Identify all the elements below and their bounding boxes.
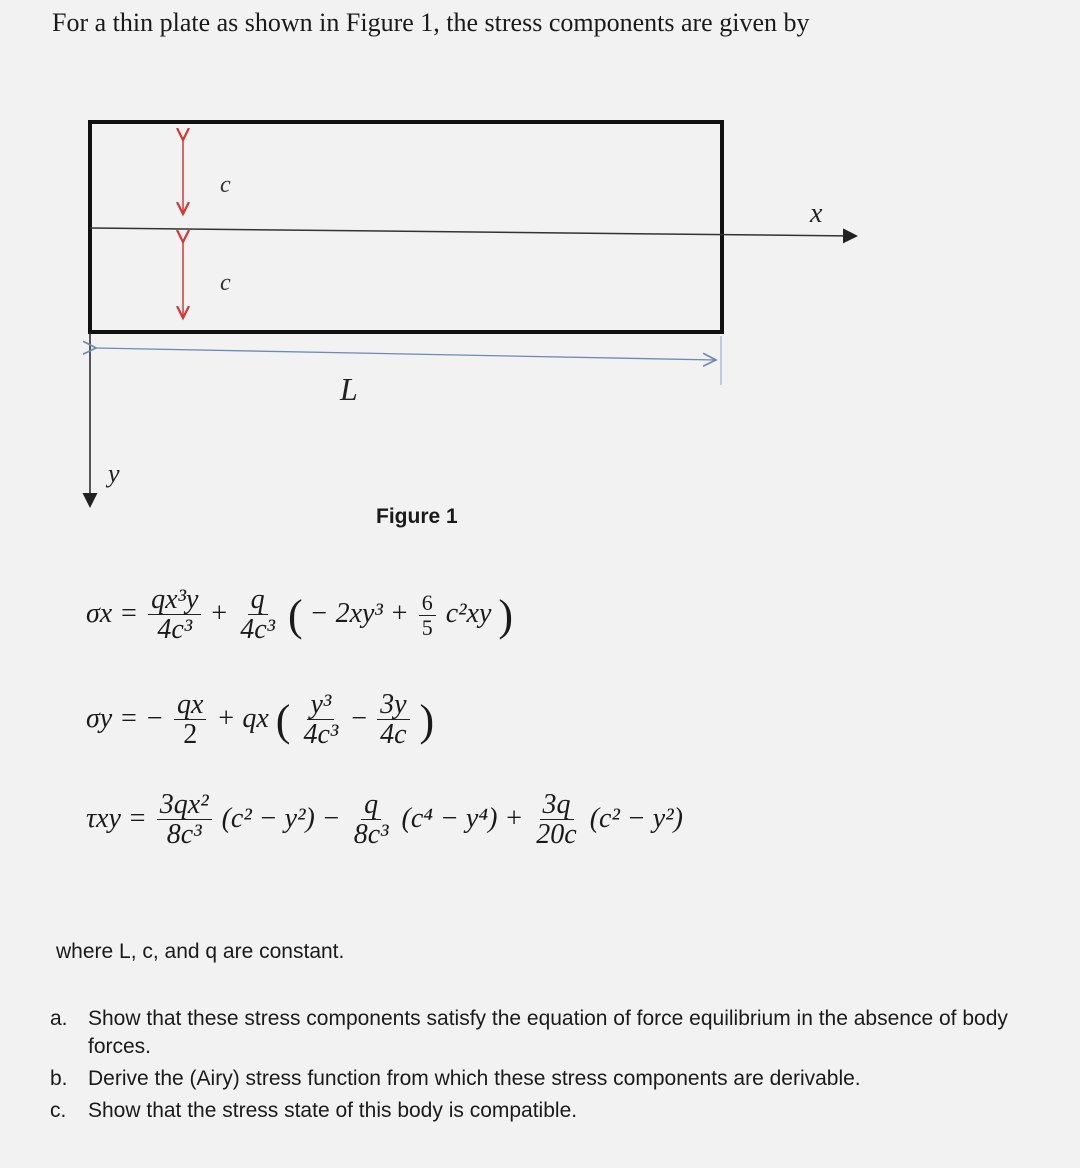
tau-xy-p3: (c² − y²) [589, 803, 683, 835]
sigma-y-lhs: σy = − [86, 703, 165, 735]
task-marker: a. [50, 1007, 68, 1030]
sigma-x-frac-den: 5 [421, 614, 433, 640]
problem-intro: For a thin plate as shown in Figure 1, the stress components are given by [52, 8, 810, 37]
tau-xy-term2-den: 8c³ [353, 819, 389, 851]
label-c-bottom: c [220, 270, 231, 296]
tau-xy-p1: (c² − y²) − [221, 803, 341, 835]
sigma-y-a-num: y³ [307, 690, 334, 720]
tau-xy-term1 [157, 790, 212, 851]
task-item-a [50, 1005, 1060, 1061]
sigma-y-minus: − [351, 703, 368, 735]
task-marker: b. [50, 1067, 68, 1090]
tau-xy-p2: (c⁴ − y⁴) + [401, 803, 524, 835]
label-length: L [340, 371, 358, 407]
task-item-c [50, 1097, 1060, 1125]
sigma-x-term2 [237, 585, 278, 646]
task-list [50, 1005, 1060, 1129]
sigma-y-term1 [174, 690, 206, 751]
task-text: Show that these stress components satisfy the equation of force equilibrium in the absence of body forces. [88, 1007, 1008, 1058]
sigma-x-frac-num: 6 [419, 591, 436, 615]
sigma-x-six-fifths [419, 591, 436, 639]
label-x-axis: x [810, 198, 823, 229]
where-statement: where L, c, and q are constant. [56, 940, 345, 963]
sigma-x-term2-den: 4c³ [240, 614, 276, 646]
equation-sigma-y: σy = − $\frac{qx}{2}$ + qx ( $\frac{\text{y³}}{\text{4c³}}$ − $\frac{3y}{4c}$ ) [86, 689, 435, 751]
tau-xy-term3 [533, 790, 579, 851]
tau-xy-term2 [351, 790, 392, 851]
sigma-y-b-num: 3y [377, 690, 409, 720]
tau-xy-term3-num: 3q [540, 790, 574, 820]
figure-caption: Figure 1 [376, 505, 458, 528]
sigma-x-bracket-b: c²xy [445, 598, 492, 630]
sigma-x-term1 [148, 585, 201, 646]
sigma-y-term1-num: qx [174, 690, 206, 720]
sigma-y-mid: + qx [216, 703, 269, 735]
task-text: Derive the (Airy) stress function from which these stress components are derivable. [88, 1067, 861, 1090]
sigma-x-term1-num: qx³y [148, 585, 201, 615]
sigma-y-a [300, 690, 341, 751]
sigma-y-b [377, 690, 409, 751]
sigma-x-term2-num: q [248, 585, 268, 615]
equation-tau-xy [86, 790, 683, 851]
sigma-y-term1-den: 2 [183, 719, 198, 751]
tau-xy-term3-den: 20c [536, 819, 577, 851]
label-c-top: c [220, 172, 231, 198]
plate-rectangle [90, 122, 722, 332]
sigma-y-a-den: 4c³ [303, 719, 339, 751]
sigma-x-bracket-a: − 2xy³ + [309, 598, 409, 630]
sigma-x-lhs: σx = [86, 598, 139, 630]
task-item-b [50, 1065, 1060, 1093]
sigma-x-term1-den: 4c³ [157, 614, 193, 646]
task-marker: c. [50, 1099, 67, 1122]
sigma-x-plus: + [211, 598, 228, 630]
figure-plate-diagram [0, 100, 1080, 520]
tau-xy-term1-num: 3qx² [157, 790, 212, 820]
x-axis-line [90, 228, 855, 236]
task-text: Show that the stress state of this body is compatible. [88, 1099, 578, 1122]
sigma-y-b-den: 4c [380, 719, 407, 751]
tau-xy-term2-num: q [361, 790, 381, 820]
label-y-axis: y [108, 459, 120, 488]
tau-xy-lhs: τxy = [86, 803, 147, 835]
tau-xy-term1-den: 8c³ [166, 819, 202, 851]
equation-sigma-x: σx = $\frac{\text{qx³y}}{\text{4c³}}$ + $\frac{q}{\text{4c³}}$ ( − 2xy³ + $\frac{6}{5}$ c²xy ) [86, 584, 514, 646]
dimension-l-arrow [96, 348, 716, 360]
